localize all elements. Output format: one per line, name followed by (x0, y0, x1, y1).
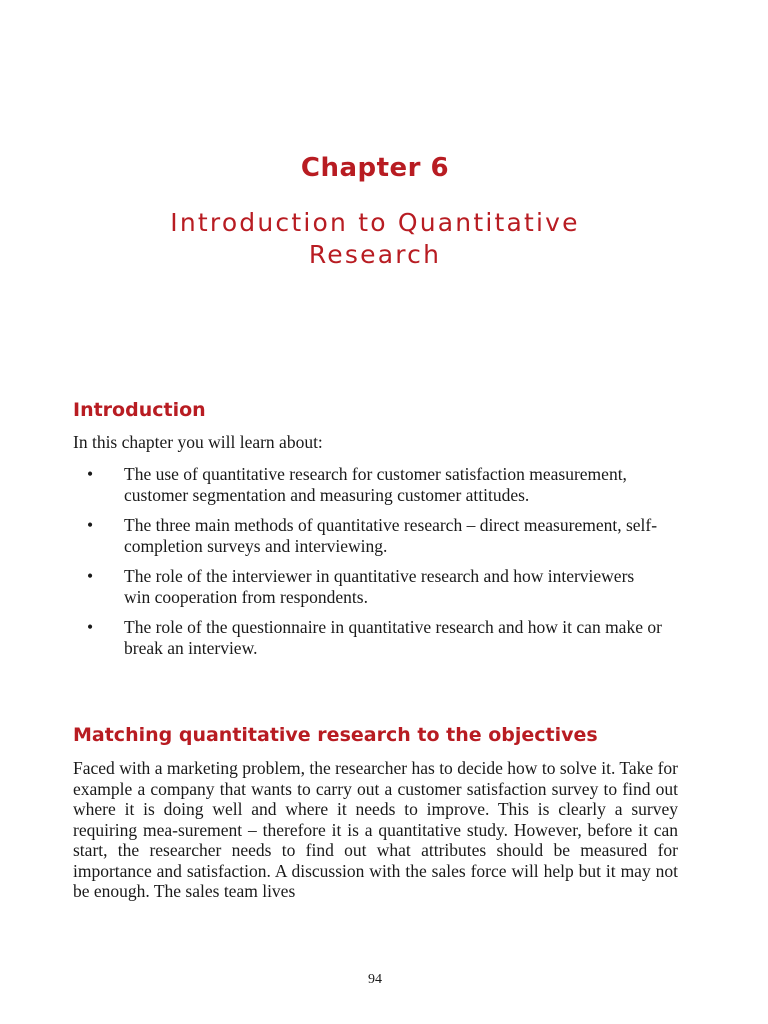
introduction-lead: In this chapter you will learn about: (73, 432, 323, 452)
introduction-heading: Introduction (73, 399, 206, 421)
list-item-text: The role of the interviewer in quantitative research and how interviewers win cooperation from respondents. (124, 566, 635, 607)
chapter-title-line-1: Introduction to Quantitative (170, 208, 580, 237)
matching-paragraph: Faced with a marketing problem, the researcher has to decide how to solve it. Take for example a company that wants to carry out a customer satisfaction survey to find out where it is doing well and where it needs to improve. This is clearly a survey requiring mea-surement – therefore it is a quantitative study. However, before it can start, the researcher needs to find out what attributes should be measured for importance and satisfaction. A discussion with the sales force will help but it may not be enough. The sales team lives (73, 758, 678, 901)
chapter-number: Chapter 6 (300, 153, 450, 183)
bullet-icon: • (87, 566, 94, 586)
list-item-text: The use of quantitative research for customer satisfaction measurement, customer segmentation and measuring customer attitudes. (124, 464, 627, 505)
list-item-text: The three main methods of quantitative research – direct measurement, self-completion surveys and interviewing. (124, 515, 658, 556)
list-item (73, 515, 664, 556)
bullet-icon: • (87, 515, 94, 535)
learning-objectives-list (73, 464, 693, 668)
list-item (73, 464, 664, 505)
matching-heading: Matching quantitative research to the objectives (73, 724, 598, 746)
bullet-icon: • (87, 617, 94, 637)
list-item-text: The role of the questionnaire in quantitative research and how it can make or break an interview. (124, 617, 662, 658)
bullet-icon: • (87, 464, 94, 484)
chapter-title (0, 207, 750, 271)
page-number: 94 (368, 972, 382, 987)
list-item (73, 617, 664, 658)
list-item (73, 566, 664, 607)
chapter-title-line-2: Research (308, 240, 442, 269)
